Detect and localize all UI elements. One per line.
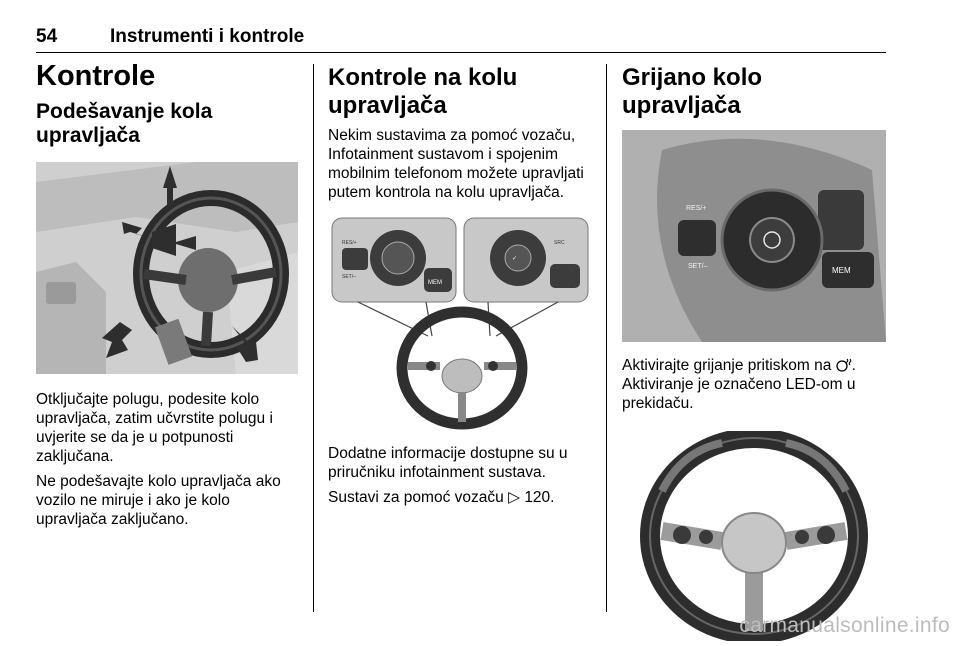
steering-controls-title: Kontrole na kolu upravljača xyxy=(328,64,518,119)
steering-controls-intro: Nekim sustavima za pomoć vozaču, Infotainment sustavom i spojenim mobilnim telefonom možete upravljati putem kontrola na kolu upravljača. xyxy=(328,127,584,201)
page-title: Instrumenti i kontrole xyxy=(110,26,305,47)
heated-steering-instruction-text: Aktivirajte grijanje pritiskom na xyxy=(622,357,832,374)
steering-controls-diagram xyxy=(328,216,590,430)
mem-label: MEM xyxy=(428,280,442,286)
heated-steering-photo xyxy=(622,130,886,342)
heated-steering-instruction: Aktivirajte grijanje pritiskom na . xyxy=(622,357,856,374)
photo-res-label: RES/+ xyxy=(686,205,707,212)
heated-steering-icon xyxy=(836,357,852,374)
driver-assist-page-ref[interactable]: 120. xyxy=(524,489,555,506)
heated-steering-wheel-illustration xyxy=(622,431,886,641)
set-label: SET/– xyxy=(342,274,356,280)
photo-set-label: SET/– xyxy=(688,263,708,270)
driver-assist-reference xyxy=(328,488,593,507)
steering-controls-svg xyxy=(328,216,590,430)
adjustment-warning: Ne podešavajte kolo upravljača ako vozilo ne miruje i ako je kolo upravljača zaključano. xyxy=(36,473,281,528)
svg-text:✓: ✓ xyxy=(512,255,518,262)
section-title: Kontrole xyxy=(36,60,156,92)
subsection-title: Podešavanje kola upravljača xyxy=(36,100,213,147)
infotainment-note: Dodatne informacije dostupne su u priručniku infotainment sustava. xyxy=(328,445,568,481)
page-header xyxy=(36,26,886,53)
column-steering-adjustment xyxy=(36,60,301,529)
photo-mem-label: MEM xyxy=(832,266,851,275)
res-label: RES/+ xyxy=(342,240,357,246)
column-divider-2 xyxy=(606,64,607,612)
page-reference-arrow-icon: ▷ xyxy=(508,489,520,506)
steering-adjustment-svg xyxy=(36,162,298,374)
adjustment-instructions: Otključajte polugu, podesite kolo upravljača, zatim učvrstite polugu i uvjerite se da je u potpunosti zaključana. xyxy=(36,391,273,465)
page-number: 54 xyxy=(36,26,58,47)
watermark: carmanualsonline.info xyxy=(739,614,950,637)
heated-steering-svg xyxy=(622,130,886,342)
column-heated-steering xyxy=(622,60,887,641)
heated-steering-led-note: Aktiviranje je označeno LED-om u prekidaču. xyxy=(622,376,856,412)
steering-adjustment-illustration xyxy=(36,162,298,374)
column-steering-controls xyxy=(328,60,593,507)
column-divider-1 xyxy=(313,64,314,612)
src-label: SRC xyxy=(554,240,565,246)
driver-assist-link-text: Sustavi za pomoć vozaču xyxy=(328,489,504,506)
heated-steering-wheel-svg xyxy=(622,431,886,641)
heated-steering-title: Grijano kolo upravljača xyxy=(622,64,763,119)
